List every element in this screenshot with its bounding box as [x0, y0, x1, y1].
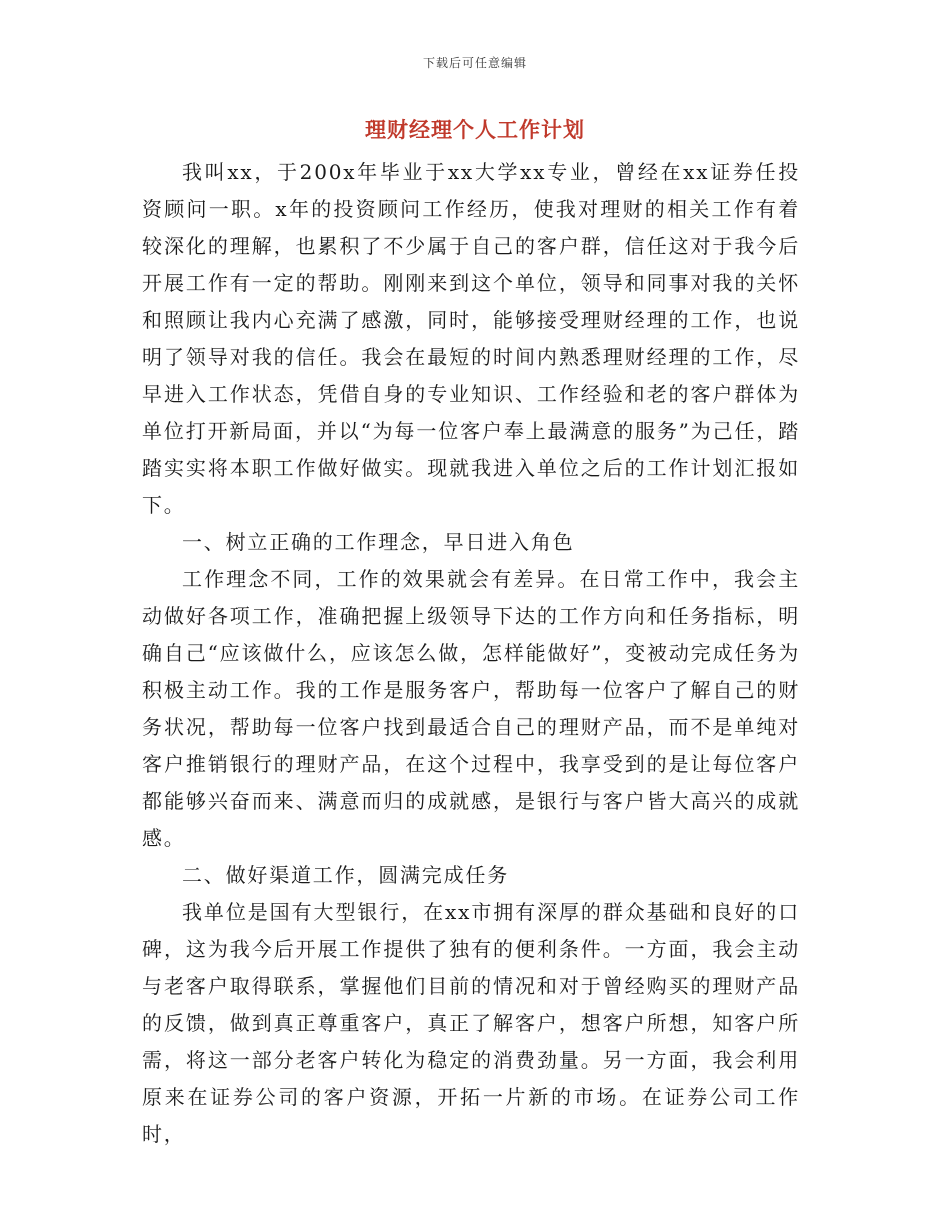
section-heading-1: 一、树立正确的工作理念，早日进入角色: [182, 530, 575, 554]
paragraph-section-1: 工作理念不同，工作的效果就会有差异。在日常工作中，我会主动做好各项工作，准确把握上级领导下达的工作方向和任务指标，明确自己“应该做什么，应该怎么做，怎样能做好”，变被动完成任务为积极主动工作。我的工作是服务客户，帮助每一位客户了解自己的财务状况，帮助每一位客户找到最适合自己的理财产品，而不是单纯对客户推销银行的理财产品，在这个过程中，我享受到的是让每位客户都能够兴奋而来、满意而归的成就感，是银行与客户皆大高兴的成就感。: [142, 567, 800, 850]
section-heading-2: 二、做好渠道工作，圆满完成任务: [182, 863, 509, 887]
document-body: [142, 154, 800, 1153]
header-note: 下载后可任意编辑: [422, 56, 527, 70]
paragraph-section-2: 我单位是国有大型银行，在xx市拥有深厚的群众基础和良好的口碑，这为我今后开展工作提供了独有的便利条件。一方面，我会主动与老客户取得联系，掌握他们目前的情况和对于曾经购买的理财产品的反馈，做到真正尊重客户，真正了解客户，想客户所想，知客户所需，将这一部分老客户转化为稳定的消费劲量。另一方面，我会利用原来在证券公司的客户资源，开拓一片新的市场。在证券公司工作时，: [142, 900, 800, 1146]
paragraph-intro: 我叫xx，于200x年毕业于xx大学xx专业，曾经在xx证券任投资顾问一职。x年的投资顾问工作经历，使我对理财的相关工作有着较深化的理解，也累积了不少属于自己的客户群，信任这对于我今后开展工作有一定的帮助。刚刚来到这个单位，领导和同事对我的关怀和照顾让我内心充满了感激，同时，能够接受理财经理的工作，也说明了领导对我的信任。我会在最短的时间内熟悉理财经理的工作，尽早进入工作状态，凭借自身的专业知识、工作经验和老的客户群体为单位打开新局面，并以“为每一位客户奉上最满意的服务”为己任，踏踏实实将本职工作做好做实。现就我进入单位之后的工作计划汇报如下。: [142, 160, 800, 517]
document-title: 理财经理个人工作计划: [365, 117, 585, 142]
